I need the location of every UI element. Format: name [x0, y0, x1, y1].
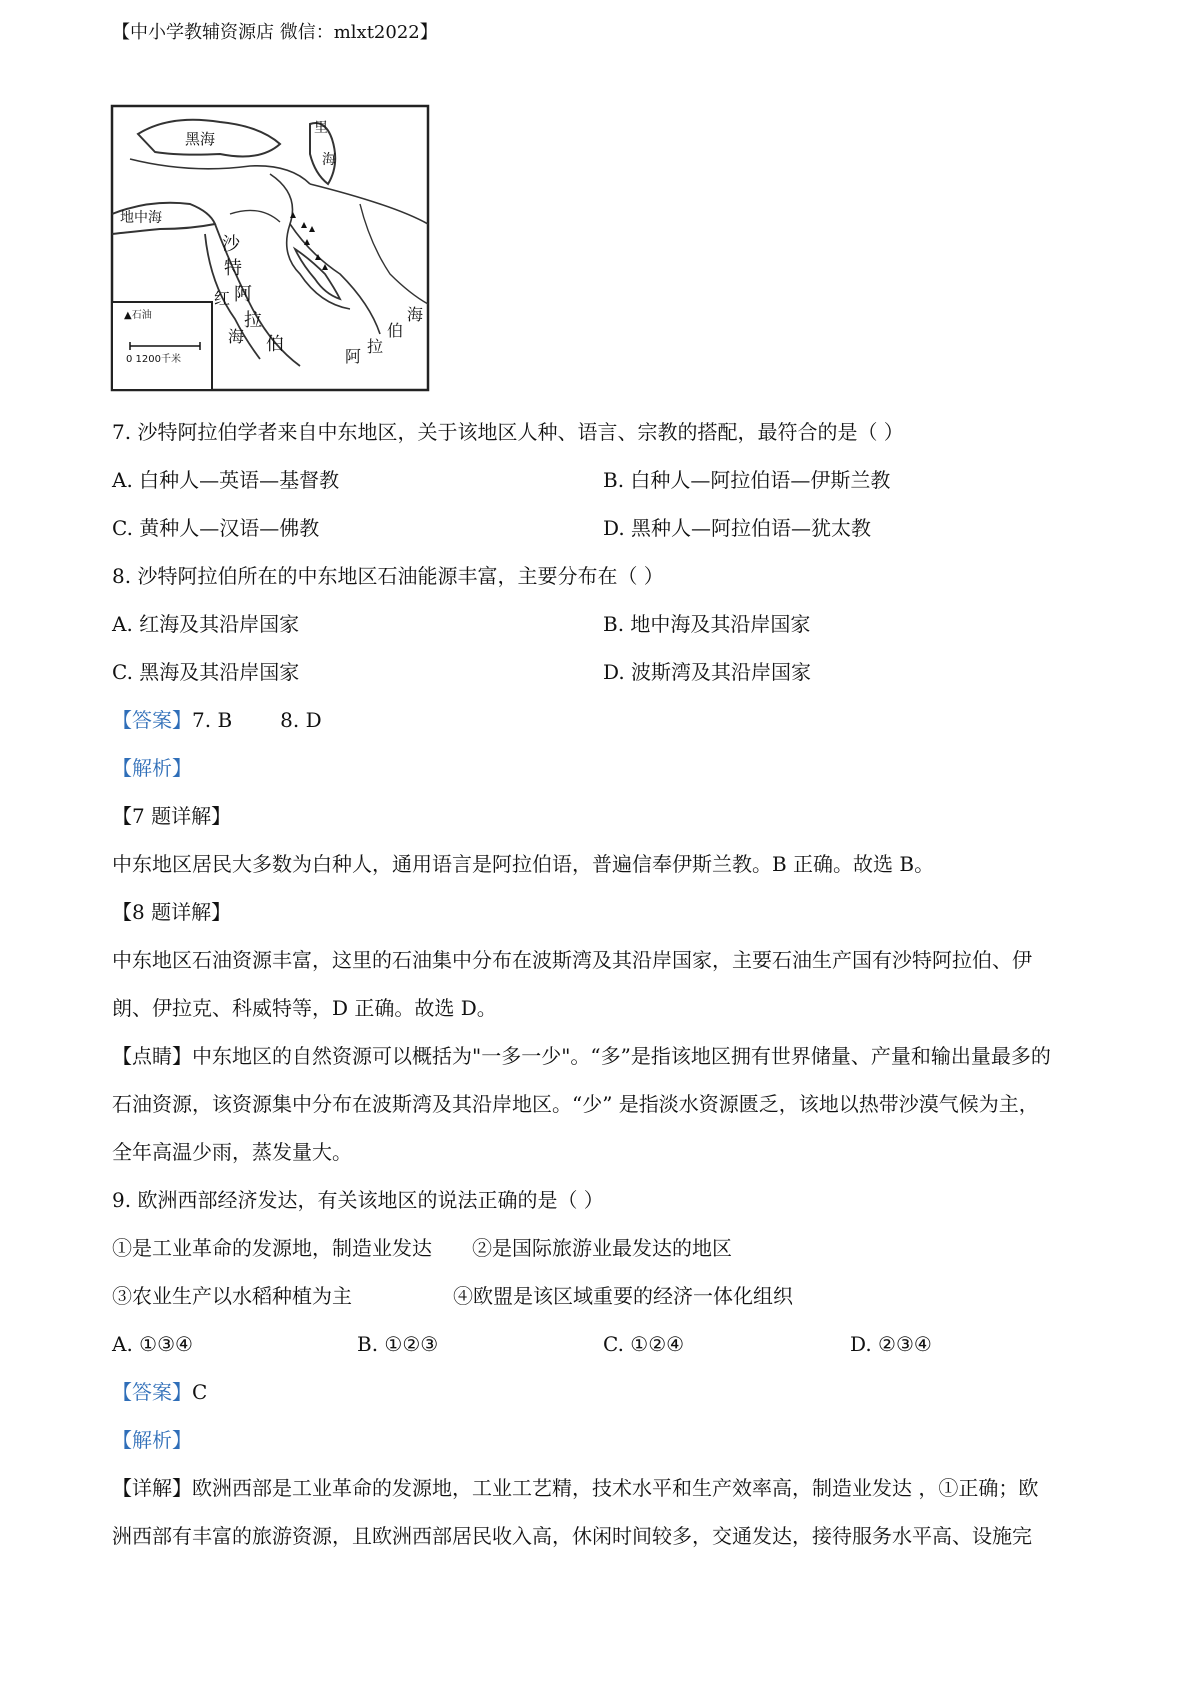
detail-8-text-1: 中东地区石油资源丰富，这里的石油集中分布在波斯湾及其沿岸国家，主要石油生产国有沙特阿拉伯、伊 [112, 948, 1032, 972]
tip-line-1 [112, 1042, 1051, 1070]
q8-stem: 8. 沙特阿拉伯所在的中东地区石油能源丰富，主要分布在（ ） [112, 564, 664, 588]
answer-8: 8. D [280, 708, 322, 732]
q7-option-b: B. 白种人—阿拉伯语—伊斯兰教 [603, 468, 891, 492]
detail-8-text-2: 朗、伊拉克、科威特等，D 正确。故选 D。 [112, 996, 497, 1020]
q9-option-d: D. ②③④ [850, 1332, 932, 1356]
label-saudi-3: 阿 [234, 284, 252, 305]
label-arabian-2: 拉 [367, 337, 384, 356]
legend-oil: ▲石油 [124, 310, 152, 321]
page-header: 【中小学教辅资源店 微信：mlxt2022】 [112, 22, 438, 43]
detail-9-text-1: 欧洲西部是工业革命的发源地，工业工艺精，技术水平和生产效率高，制造业发达 ，①正确；欧 [192, 1476, 1039, 1500]
q9-statement-2: ②是国际旅游业最发达的地区 [472, 1236, 732, 1260]
q7-option-c: C. 黄种人—汉语—佛教 [112, 516, 320, 540]
q8-option-c: C. 黑海及其沿岸国家 [112, 660, 300, 684]
q9-stem: 9. 欧洲西部经济发达，有关该地区的说法正确的是（ ） [112, 1188, 604, 1212]
detail-7-label: 【7 题详解】 [112, 804, 232, 828]
q7-option-a: A. 白种人—英语—基督教 [112, 468, 340, 492]
label-saudi-1: 沙 [222, 234, 240, 255]
analysis-9-label: 【解析】 [112, 1428, 192, 1452]
q9-statements-1-2 [112, 1234, 732, 1262]
q9-option-a: A. ①③④ [112, 1332, 193, 1356]
label-saudi-2: 特 [224, 258, 242, 279]
label-arabian-3: 伯 [387, 321, 404, 340]
q9-statement-3: ③农业生产以水稻种植为主 [112, 1284, 352, 1308]
q8-option-d: D. 波斯湾及其沿岸国家 [603, 660, 812, 684]
q7-stem: 7. 沙特阿拉伯学者来自中东地区，关于该地区人种、语言、宗教的搭配，最符合的是（ ） [112, 420, 904, 444]
tip-line-3: 全年高温少雨，蒸发量大。 [112, 1140, 352, 1164]
label-caspian-1: 里 [314, 120, 328, 136]
tip-text-1: 中东地区的自然资源可以概括为"一多一少"。“多”是指该地区拥有世界储量、产量和输出量最多的 [192, 1044, 1051, 1068]
answer-9-label: 【答案】 [112, 1380, 192, 1404]
answer-7-8 [112, 706, 322, 734]
tip-label: 【点睛】 [112, 1044, 192, 1068]
answer-label: 【答案】 [112, 708, 192, 732]
label-black-sea: 黑海 [185, 130, 216, 148]
label-mediterranean: 地中海 [120, 210, 162, 226]
detail-9-line-2: 洲西部有丰富的旅游资源，且欧洲西部居民收入高，休闲时间较多，交通发达，接待服务水平高、设施完 [112, 1524, 1032, 1548]
detail-8-label: 【8 题详解】 [112, 900, 232, 924]
q9-option-b: B. ①②③ [357, 1332, 439, 1356]
q8-option-a: A. 红海及其沿岸国家 [112, 612, 300, 636]
answer-9-value: C [192, 1380, 208, 1404]
answer-9 [112, 1378, 207, 1406]
detail-7-text: 中东地区居民大多数为白种人，通用语言是阿拉伯语，普遍信奉伊斯兰教。B 正确。故选 B。 [112, 852, 935, 876]
label-arabian-1: 阿 [345, 347, 362, 366]
label-red-sea-2: 海 [228, 327, 245, 346]
q8-option-b: B. 地中海及其沿岸国家 [603, 612, 811, 636]
detail-9-line-1 [112, 1474, 1038, 1502]
q9-option-c: C. ①②④ [603, 1332, 685, 1356]
tip-line-2: 石油资源，该资源集中分布在波斯湾及其沿岸地区。“少” 是指淡水资源匮乏，该地以热带沙漠气候为主， [112, 1092, 1039, 1116]
label-red-sea-1: 红 [214, 289, 231, 308]
label-saudi-5: 伯 [266, 334, 284, 355]
label-saudi-4: 拉 [244, 310, 262, 331]
analysis-label: 【解析】 [112, 756, 192, 780]
detail-9-label: 【详解】 [112, 1476, 192, 1500]
q9-statement-4: ④欧盟是该区域重要的经济一体化组织 [453, 1284, 793, 1308]
q9-statement-1: ①是工业革命的发源地，制造业发达 [112, 1236, 432, 1260]
label-arabian-4: 海 [407, 305, 424, 324]
legend-scale: 0 1200千米 [126, 354, 181, 365]
map-svg [110, 104, 430, 394]
middle-east-map [110, 104, 430, 394]
answer-7: 7. B [192, 708, 233, 732]
label-caspian-2: 海 [322, 152, 336, 168]
q7-option-d: D. 黑种人—阿拉伯语—犹太教 [603, 516, 872, 540]
